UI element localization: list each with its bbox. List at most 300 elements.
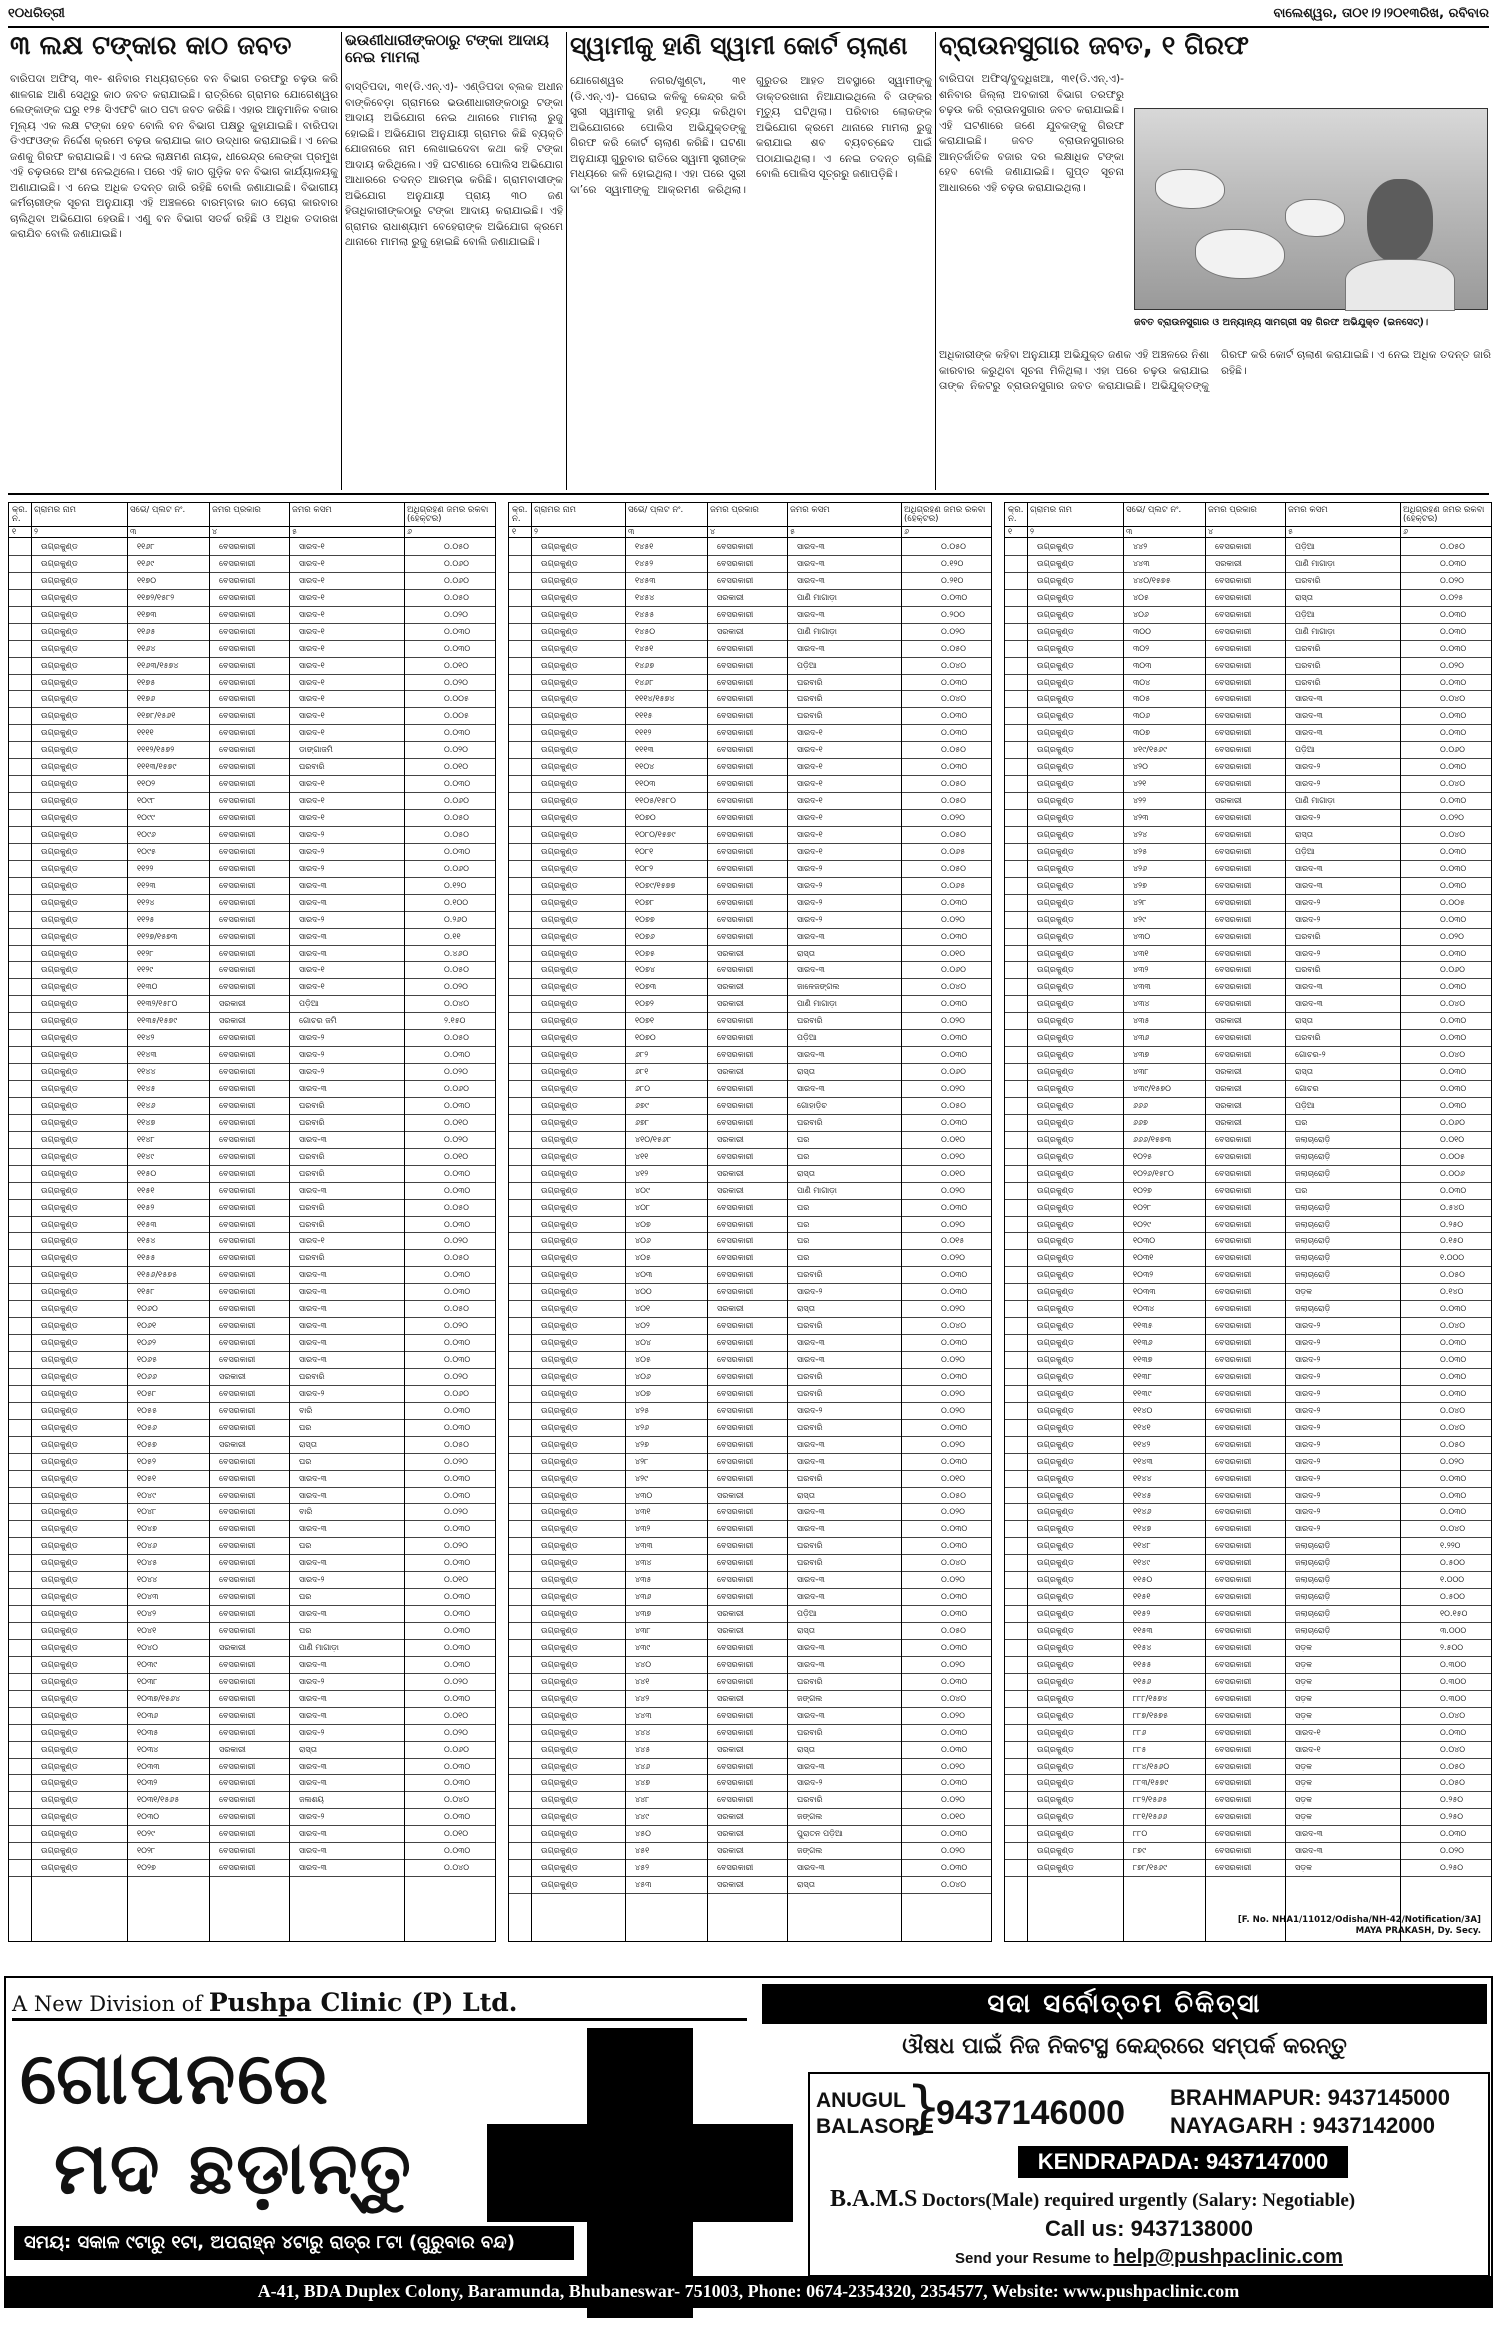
table-cell: ଉଗ୍ରକୁଣ୍ଡ [41,1185,78,1195]
table-row [509,1759,991,1776]
table-cell: ସାରଦ-୩ [299,1473,327,1483]
resume-email-link[interactable]: help@pushpaclinic.com [1113,2246,1343,2268]
table-row [9,861,495,878]
table-cell: ୪୩୦ [635,1490,653,1500]
column-header: ଜମିର କିସମ [1288,506,1328,515]
table-cell: ଉଗ୍ରକୁଣ୍ଡ [541,897,578,907]
table-cell: ଉଗ୍ରକୁଣ୍ଡ [41,677,78,687]
table-cell: ୧୦୭୫ [635,948,655,958]
table-cell: ସାରଦ-୨ [1295,1456,1321,1466]
table-cell: ବେସରକାରୀ [1215,1050,1252,1060]
table-cell: ଉଗ୍ରକୁଣ୍ଡ [41,1236,78,1246]
table-cell: ଉଗ୍ରକୁଣ୍ଡ [1037,1355,1074,1364]
table-cell: ୧୦୭୭ [635,914,655,924]
table-row [509,1335,991,1352]
notification-number: [F. No. NHA1/11012/Odisha/NH-42/Notification/3A] [1237,1915,1481,1925]
table-cell: ଘରବାରି [797,1422,823,1432]
table-cell: ଉଗ୍ରକୁଣ୍ଡ [1037,609,1074,619]
table-cell: ବେସରକାରୀ [1215,1304,1252,1314]
table-row [1005,1233,1491,1250]
table-cell: ସାରଦ-୩ [299,1846,327,1856]
table-cell: ସରକାରୀ [717,1626,744,1635]
column-header: ଗ୍ରାମର ନାମ [34,506,76,515]
table-row [1005,590,1491,607]
table-cell: ୦.୦୫୦ [941,863,966,873]
table-cell: ୪୦୫ [635,1355,651,1364]
table-cell: ସାରଦ-୩ [299,1609,327,1619]
table-cell: ସାରଦ-୩ [797,931,825,941]
table-cell: ୪୧୯/୧୫୬୯ [1133,745,1168,755]
table-cell: ୧୧୪୯ [1133,1558,1151,1568]
table-cell: ବେସରକାରୀ [717,728,754,738]
table-cell: ଉଗ୍ରକୁଣ୍ଡ [41,999,78,1009]
table-cell: ୦.୦୩୦ [941,1338,968,1348]
table-cell: ସଡ଼କ [1295,1676,1313,1686]
table-cell: ସାରଦ-୩ [299,948,327,958]
table-cell: ଉଗ୍ରକୁଣ୍ଡ [41,1659,78,1669]
table-cell: ଘରବାରି [299,1117,325,1127]
table-cell: ବେସରକାରୀ [717,677,754,687]
table-cell: ସାରଦ-୧ [299,694,325,704]
table-cell: ୦.୦୪୦ [1440,1710,1466,1720]
column-header: ଗ୍ରାମର ନାମ [1030,506,1072,515]
table-cell: ୧୧୧୨/୧୫୭୨ [137,745,175,755]
table-cell: ଉଗ୍ରକୁଣ୍ଡ [541,1778,578,1788]
table-cell: ସାରଦ-୧ [797,745,823,755]
table-cell: ୦.୦୪୦ [1440,1321,1466,1331]
table-cell: ସରକାରୀ [1215,1100,1242,1110]
table-cell: ବେସରକାରୀ [219,948,256,958]
story-timber-seizure [10,32,338,490]
table-row [9,1386,495,1403]
table-cell: ବାରି [299,1507,313,1517]
table-cell: ୧୪୫୪ [635,592,655,602]
table-cell: ୦.୦୨୦ [941,1846,965,1856]
table-row [9,1335,495,1352]
table-cell: ଘରବାରି [797,1558,823,1568]
column-number: ୧ [512,527,517,536]
table-cell: ଉଗ୍ରକୁଣ୍ଡ [41,1456,78,1466]
table-cell: ସାରଦ-୩ [1295,694,1323,704]
table-row [509,675,991,692]
table-cell: ଉଗ୍ରକୁଣ୍ଡ [41,965,78,975]
table-cell: ୧୧୨୪ [137,897,155,907]
table-cell: ସରକାରୀ [1215,1067,1242,1077]
centre-phone: NAYAGARH : 9437142000 [1170,2113,1435,2138]
table-cell: ଉଗ୍ରକୁଣ୍ଡ [1037,1626,1074,1635]
table-cell: ୧୦୯୬ [137,829,156,839]
table-cell: ୦.୦୩୦ [444,1490,471,1500]
table-cell: ୧୦୩୯ [137,1659,158,1669]
table-cell: ବେସରକାରୀ [717,762,754,772]
table-row [509,1826,991,1843]
table-row [509,1623,991,1640]
table-cell: ଉଗ୍ରକୁଣ୍ଡ [1037,558,1074,568]
table-cell: ୦.୦୨୦ [941,1761,965,1771]
table-row [9,979,495,996]
table-cell: ୦.୦୩୦ [1440,728,1467,738]
table-cell: ସାରଦ-୩ [797,1084,825,1093]
ad-headline-1: ଗୋପନରେ [20,2036,330,2120]
table-row [1005,1725,1491,1742]
column-header: ଗ୍ରାମର ନାମ [534,506,576,515]
table-cell: ଉଗ୍ରକୁଣ୍ଡ [541,609,578,619]
table-cell: ୦.୦୨୦ [444,982,468,992]
table-cell: ଜଲାଚାରୋଡ଼ି [1295,1134,1331,1144]
table-cell: ବେସରକାରୀ [219,1151,256,1161]
table-cell: ବେସରକାରୀ [717,931,754,941]
table-cell: ୧୪୫୫ [635,609,655,619]
table-cell: ବେସରକାରୀ [1215,982,1252,992]
table-cell: ଜାଳେଜଙ୍ଗଲ [797,982,840,992]
table-cell: ଉଗ୍ରକୁଣ୍ଡ [541,1050,578,1060]
table-cell: ସାରଦ-୩ [299,1524,327,1534]
table-cell: ୦.୦୩୦ [1440,1067,1467,1077]
table-cell: ଉଗ୍ରକୁଣ୍ଡ [1037,1067,1074,1077]
table-cell: ୦.୦୨୦ [941,1507,965,1517]
table-cell: ୦.୦୩୦ [1440,948,1467,958]
table-cell: ସାରଦ-୩ [299,1304,327,1314]
table-cell: ଉଗ୍ରକୁଣ୍ଡ [41,1355,78,1364]
table-cell: ବେସରକାରୀ [1215,1202,1252,1212]
table-cell: ଉଗ୍ରକୁଣ୍ଡ [541,643,578,653]
table-cell: ୪୦୮ [635,1202,651,1212]
table-cell: ୦.୦୩୦ [941,897,968,907]
table-row [9,1301,495,1318]
table-cell: ୦.୦୩୦ [1440,1033,1467,1043]
table-cell: ୧୧୪୫ [137,1084,156,1093]
table-cell: ଡାଙ୍ଗାଜମି [299,745,333,755]
table-row [509,1877,991,1894]
table-cell: ଉଗ୍ରକୁଣ୍ଡ [41,1100,78,1110]
column-number: ୨ [534,527,538,536]
table-cell: ଉଗ୍ରକୁଣ୍ଡ [1037,1185,1074,1195]
table-row [1005,725,1491,742]
table-row [9,1606,495,1623]
table-cell: ଉଗ୍ରକୁଣ୍ଡ [1037,575,1074,585]
table-cell: ୬୮୧ [635,1067,649,1077]
table-cell: ବେସରକାରୀ [1215,575,1252,585]
table-cell: ୮୮୫ [1133,1744,1147,1754]
table-cell: ସଡ଼କ [1295,1795,1313,1805]
table-cell: ବେସରକାରୀ [219,1388,256,1398]
table-cell: ଉଗ୍ରକୁଣ୍ଡ [1037,1084,1074,1093]
header-rule [8,26,1489,28]
table-cell: ଉଗ୍ରକୁଣ୍ଡ [1037,1744,1074,1754]
table-cell: ୪୦୫ [635,1253,651,1263]
table-cell: ସରକାରୀ [1215,1084,1242,1093]
table-cell: ବେସରକାରୀ [717,1236,754,1246]
table-row [9,793,495,810]
table-cell: ସାରଦ-୩ [299,1778,327,1788]
table-cell: ୬୬୬/୧୫୭୩ [1133,1134,1172,1144]
table-row [509,861,991,878]
table-cell: ରାସ୍ତା [299,1439,317,1449]
table-cell: ୦.୫୦୦ [1440,1558,1465,1568]
table-cell: ଉଗ୍ରକୁଣ୍ଡ [1037,931,1074,941]
table-cell: ଘର [797,1236,810,1246]
table-cell: ୦.୦୨୦ [941,1084,965,1093]
table-row [9,1504,495,1521]
table-cell: ସାରଦ-୧ [797,846,823,856]
table-cell: ବେସରକାରୀ [1215,1033,1252,1043]
table-cell: ୦.୦୪୦ [941,1880,967,1890]
table-cell: ୦.୦୪୦ [941,694,967,704]
table-cell: ଉଗ୍ରକୁଣ୍ଡ [1037,813,1074,822]
table-cell: ୧୦୨୬/୧୫୮୦ [1133,1168,1174,1178]
table-cell: ୪୩୯ [635,1642,651,1652]
table-cell: ଉଗ୍ରକୁଣ୍ଡ [541,1405,578,1415]
table-header [1005,503,1491,527]
table-cell: ଉଗ୍ରକୁଣ୍ଡ [541,1321,578,1331]
table-row [509,962,991,979]
table-cell: ସାରଦ-୧ [299,626,325,636]
table-row [1005,759,1491,776]
table-cell: ଘର [797,1253,810,1263]
table-cell: ଉଗ୍ରକୁଣ୍ଡ [1037,1151,1074,1161]
table-cell: ୦.୦୩୦ [941,1541,968,1551]
table-cell: ବେସରକାରୀ [1215,711,1252,721]
table-cell: ୦.୦୨୦ [941,1388,965,1398]
table-cell: ଉଗ୍ରକୁଣ୍ଡ [541,1524,578,1534]
table-cell: ସାରଦ-୧ [299,592,325,602]
table-row [1005,1759,1491,1776]
table-cell: ବେସରକାରୀ [219,846,256,856]
table-cell: ୧୦୩୨ [1133,1270,1154,1280]
table-cell: ୦.୦୪୦ [1440,829,1466,839]
table-row [9,1759,495,1776]
table-cell: ସାରଦ-୩ [1295,863,1323,873]
table-cell: ୦.୦୨୦ [444,677,468,687]
table-cell: ସାରଦ-୩ [299,1084,327,1093]
table-cell: ୮୮୪/୧୫୬୦ [1133,1761,1170,1771]
table-cell: ବେସରକାରୀ [717,1287,754,1297]
table-cell: ୧୦୮୧ [635,846,654,856]
table-cell: ବେସରକାରୀ [1215,1693,1252,1703]
table-cell: ଉଗ୍ରକୁଣ୍ଡ [541,1626,578,1635]
table-row [9,1488,495,1505]
table-cell: ଉଗ୍ରକୁଣ୍ଡ [541,745,578,755]
table-cell: ବେସରକାରୀ [717,1863,754,1873]
table-cell: ୪୨୫ [635,1405,650,1415]
table-cell: ଉଗ୍ରକୁଣ୍ଡ [1037,1253,1074,1263]
table-cell: ସାରଦ-୩ [1295,1846,1323,1856]
table-cell: ୦.୦୩୦ [444,779,471,789]
table-cell: ୦.୦୪୦ [1440,1050,1466,1060]
table-cell: ବେସରକାରୀ [219,1558,256,1568]
table-cell: ସାରଦ-୩ [797,1507,825,1517]
table-cell: ଉଗ୍ରକୁଣ୍ଡ [541,1033,578,1043]
table-cell: ଉଗ୍ରକୁଣ୍ଡ [541,558,578,568]
table-cell: ପଡ଼ିଆ [1295,745,1315,755]
table-cell: ଉଗ୍ରକୁଣ୍ଡ [541,1744,578,1754]
table-cell: ଘରବାରି [1295,575,1321,585]
table-cell: ରାସ୍ତା [797,1304,815,1314]
table-cell: ବେସରକାରୀ [219,1507,256,1517]
table-cell: ସାରଦ-୨ [1295,1473,1321,1483]
table-cell: ସାରଦ-୩ [299,1134,327,1144]
table-row [509,759,991,776]
table-cell: ଉଗ୍ରକୁଣ୍ଡ [41,1287,78,1297]
table-cell: ବେସରକାରୀ [1215,1507,1252,1517]
table-cell: ବେସରକାରୀ [219,1456,256,1466]
table-cell: ଉଗ୍ରକୁଣ୍ଡ [1037,592,1074,602]
table-cell: ୦.୦୩୦ [444,1558,471,1568]
table-cell: ବେସରକାରୀ [1215,1270,1252,1280]
table-row [9,1454,495,1471]
table-cell: ପଡ଼ିଆ [1295,609,1315,619]
table-row [1005,658,1491,675]
table-cell: ୪୩୭ [635,1609,652,1619]
table-cell: ସାରଦ-୧ [299,558,325,568]
column-rule [1123,503,1124,1941]
table-row [9,607,495,624]
table-cell: ସଡ଼କ [1295,1642,1313,1652]
table-cell: ଉଗ୍ରକୁଣ୍ଡ [541,880,578,890]
table-cell: ଉଗ୍ରକୁଣ୍ଡ [41,609,78,619]
table-cell: ୦.୦୬୦ [444,796,469,806]
table-cell: ୦.୦୩୦ [941,1676,968,1686]
table-cell: ୧୧୫୨ [137,1202,155,1212]
table-cell: ୦.୦୩୦ [1440,1388,1467,1398]
table-cell: ଉଗ୍ରକୁଣ୍ଡ [1037,1321,1074,1331]
table-cell: ବେସରକାରୀ [1215,677,1252,687]
table-cell: ବେସରକାରୀ [1215,1371,1252,1381]
table-cell: ୪୨୩ [1133,813,1149,822]
table-cell: ବେସରକାରୀ [717,1084,754,1093]
table-cell: ଉଗ୍ରକୁଣ୍ଡ [41,542,78,551]
table-cell: ୧.୦୦୦ [1440,1253,1465,1263]
table-cell: ୦.୦୬୦ [444,558,469,568]
table-cell: ଘରବାରି [797,694,823,704]
table-cell: ୦.୦୨୦ [444,1541,468,1551]
table-cell: ଉଗ୍ରକୁଣ୍ଡ [41,1744,78,1754]
table-cell: ୪୨୬ [1133,863,1148,873]
table-cell: ଉଗ୍ରକୁଣ୍ଡ [1037,1456,1074,1466]
table-cell: ସାରଦ-୩ [299,1659,327,1669]
table-row [1005,1200,1491,1217]
table-cell: ଘର [1295,1117,1308,1127]
table-cell: ବେସରକାରୀ [717,1050,754,1060]
table-row [1005,1742,1491,1759]
table-cell: ବେସରକାରୀ [1215,999,1252,1009]
table-cell: ବେସରକାରୀ [219,1812,256,1822]
table-cell: ୪୩୫ [1133,1016,1150,1026]
land-table-1 [8,502,496,1942]
table-cell: ୦.୦୩୦ [941,1202,968,1212]
table-row [509,1775,991,1792]
table-cell: ୪୩୪ [635,1558,652,1568]
table-cell: ବେସରକାରୀ [219,863,256,873]
table-cell: ୦.୦୬୫ [941,880,966,890]
table-cell: ଜଲାଚାରୋଡ଼ି [1295,1253,1331,1263]
table-row [9,1318,495,1335]
table-cell: ବେସରକାରୀ [219,626,256,636]
table-cell: ଉଗ୍ରକୁଣ୍ଡ [1037,711,1074,721]
table-row [1005,1572,1491,1589]
table-cell: ବେସରକାରୀ [1215,1846,1252,1856]
table-cell: ବେସରକାରୀ [219,1219,256,1229]
table-row [1005,1217,1491,1234]
table-cell: ଘରବାରି [797,1795,823,1805]
table-cell: ୧୦୩୬ [137,1710,159,1720]
column-rule [625,503,626,1941]
centre-name: ANUGUL [816,2089,906,2112]
table-cell: ୦.୦୦୫ [444,711,469,721]
table-row [509,1555,991,1572]
table-cell: ୧୧୩୦ [137,982,158,992]
table-cell: ୦.୦୨୦ [444,1507,468,1517]
table-row [9,1555,495,1572]
table-cell: ବେସରକାରୀ [219,1541,256,1551]
table-cell: ରାସ୍ତା [1295,1016,1313,1026]
table-cell: ବେସରକାରୀ [1215,1744,1252,1754]
table-header [9,503,495,527]
table-cell: ଉଗ୍ରକୁଣ୍ଡ [41,1168,78,1178]
table-cell: ପଡ଼ିଆ [797,660,817,670]
table-cell: ୧୧୨୨ [137,863,154,873]
table-cell: ୧୦୩୦ [137,1812,160,1822]
table-cell: ୪୨୪ [1133,829,1148,839]
table-cell: ୧.୨୨୦ [1440,1541,1461,1551]
table-cell: ୦.୦୪୦ [1440,694,1466,704]
table-cell: ସରକାରୀ [219,1439,246,1449]
table-row [1005,793,1491,810]
table-cell: ଜଲାଚାରୋଡ଼ି [1295,1236,1331,1246]
table-cell: ସରକାରୀ [717,1829,744,1839]
table-cell: ସାରଦ-୩ [1295,728,1323,738]
ad-company-name: Pushpa Clinic (P) Ltd. [208,1988,518,2017]
table-cell: ୧୧୦୨ [137,779,156,789]
table-cell: ୦.୦୩୦ [444,1100,471,1110]
table-cell: ଉଗ୍ରକୁଣ୍ଡ [541,1727,578,1737]
table-row [9,1030,495,1047]
column-number: ୫ [292,527,297,536]
table-cell: ୮୭୮/୧୫୬୯ [1133,1863,1168,1873]
table-cell: ୦.୫୦୦ [1440,1592,1465,1602]
table-cell: ୦.୦୩୦ [444,1778,471,1788]
table-row [509,793,991,810]
table-cell: ବେସରକାରୀ [219,1304,256,1314]
table-cell: ବେସରକାରୀ [219,592,256,602]
table-cell: ଘରବାରି [1295,965,1321,975]
table-row [1005,1250,1491,1267]
table-cell: ୦.୦୨୦ [444,1727,468,1737]
story-headline: ୩ ଲକ୍ଷ ଟଙ୍କାର କାଠ ଜବତ [10,32,292,61]
table-cell: ସାରଦ-୧ [299,796,325,806]
table-cell: ବେସରକାରୀ [219,1067,256,1077]
table-row [9,1809,495,1826]
table-cell: ଉଗ୍ରକୁଣ୍ଡ [541,796,578,806]
table-cell: ସାରଦ-୩ [299,897,327,907]
table-cell: ୧୧୧୨ [635,728,652,738]
table-cell: ୩୦୩ [1133,660,1152,670]
table-cell: ଉଗ୍ରକୁଣ୍ଡ [1037,1778,1074,1788]
table-cell: ୪୨୬ [635,1422,650,1432]
table-cell: ଉଗ୍ରକୁଣ୍ଡ [1037,1117,1074,1127]
table-cell: ଉଗ୍ରକୁଣ୍ଡ [541,1100,578,1110]
table-cell: ଉଗ୍ରକୁଣ୍ଡ [541,1371,578,1381]
table-cell: ବେସରକାରୀ [1215,813,1252,822]
table-cell: ଜଲାଚାରୋଡ଼ି [1295,1626,1331,1635]
table-row [1005,946,1491,963]
table-cell: ପଡ଼ିଆ [299,999,319,1009]
table-cell: ରାସ୍ତା [1295,1067,1313,1077]
table-cell: ବେସରକାରୀ [219,1050,256,1060]
table-cell: ୦.୦୫୦ [444,1202,469,1212]
table-cell: ବେସରକାରୀ [1215,1592,1252,1602]
table-cell: ବେସରକାରୀ [1215,863,1252,873]
